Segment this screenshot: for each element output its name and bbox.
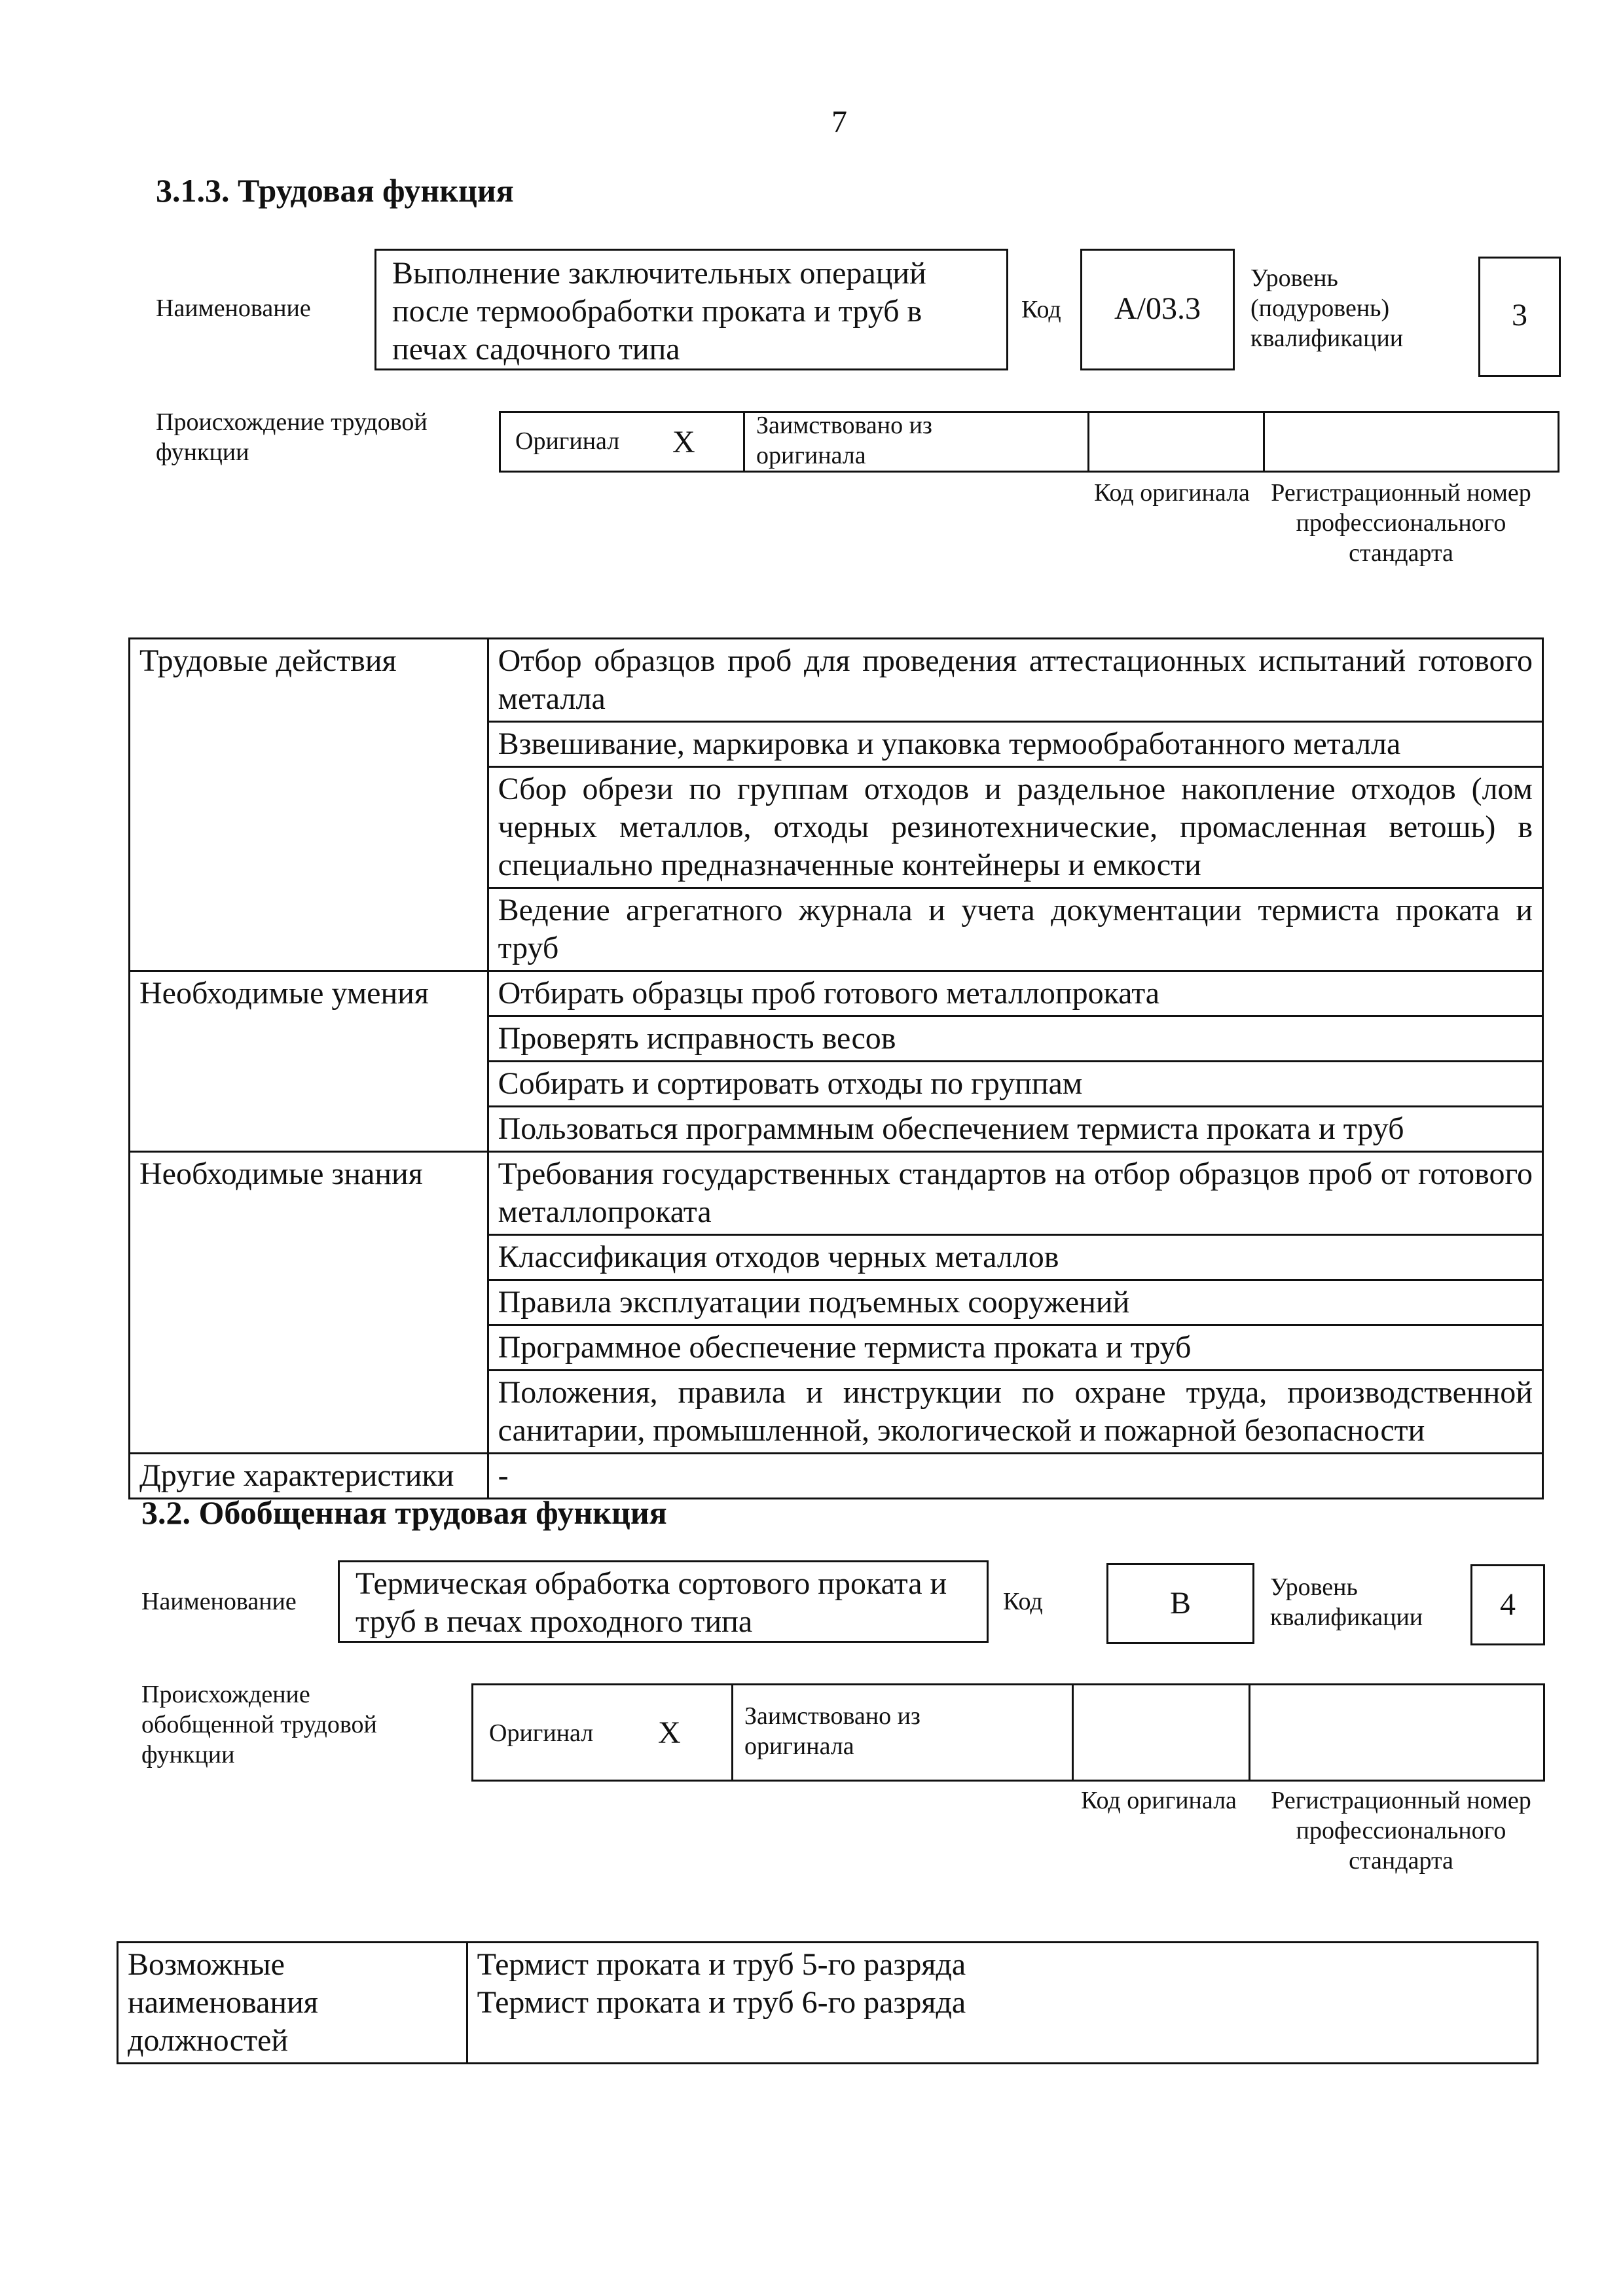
code-box-313 [1080,249,1235,370]
section-heading-313: 3.1.3. Трудовая функция [156,172,514,209]
code-original-caption-32: Код оригинала [1081,1787,1237,1814]
section-label-other: Другие характеристики [130,1454,488,1499]
origin-label-313: Происхождение трудовой функции [156,408,428,466]
name-box-32 [338,1560,989,1643]
origin-divider-1 [743,413,745,471]
page-number: 7 [831,105,847,139]
level-value-32: 4 [1500,1587,1516,1622]
table-cell: Требования государственных стандартов на отбор образцов проб от готового металлопроката [488,1152,1542,1235]
level-value-313: 3 [1512,298,1527,332]
name-label-313: Наименование [156,295,311,322]
section-label-actions: Трудовые действия [130,639,488,971]
origin-divider-2 [1072,1685,1074,1780]
name-value-313: Выполнение заключительных операций после термообработки проката и труб в печах садочного типа [392,256,926,367]
positions-label: Возможные наименования должностей [118,1943,467,2064]
name-label-32: Наименование [141,1588,297,1615]
table-cell: Ведение агрегатного журнала и учета документации термиста проката и труб [488,888,1542,971]
code-original-caption-313: Код оригинала [1094,479,1250,507]
list-item: Термист проката и труб 5-го разряда [477,1947,966,1982]
table-cell: Классификация отходов черных металлов [488,1235,1542,1280]
labor-function-table [128,637,1544,1499]
list-item: Термист проката и труб 6-го разряда [477,1985,966,2020]
positions-table [117,1941,1539,2064]
table-cell: Собирать и сортировать отходы по группам [488,1062,1542,1107]
origin-row-32 [471,1683,1545,1782]
table-cell: - [488,1454,1542,1499]
table-cell: Положения, правила и инструкции по охране труда, производственной санитарии, промышленной, экологической и пожарной безопасности [488,1371,1542,1454]
origin-row-313 [499,411,1559,473]
original-mark-313: X [672,425,695,459]
level-label-313: Уровень (подуровень) квалификации [1250,264,1404,352]
positions-list [467,1943,1537,2064]
table-cell: Отбирать образцы проб готового металлопроката [488,971,1542,1016]
reg-number-caption-32: Регистрационный номер профессионального стандарта [1271,1787,1531,1874]
table-cell: Правила эксплуатации подъемных сооружений [488,1280,1542,1325]
code-label-313: Код [1021,296,1061,323]
origin-label-32: Происхождение обобщенной трудовой функции [141,1681,377,1768]
origin-divider-3 [1249,1685,1250,1780]
table-cell: Отбор образцов проб для проведения аттестационных испытаний готового металла [488,639,1542,722]
code-value-313: A/03.3 [1114,291,1201,326]
level-label-32: Уровень квалификации [1270,1573,1423,1631]
table-cell: Сбор обрези по группам отходов и раздельное накопление отходов (лом черных металлов, отходы резинотехнические, промасленная ветошь) в специально предназначенные контейнеры и емкости [488,767,1542,888]
table-cell: Пользоваться программным обеспечением термиста проката и труб [488,1107,1542,1152]
origin-divider-1 [731,1685,733,1780]
table-cell: Программное обеспечение термиста проката и труб [488,1325,1542,1371]
origin-divider-3 [1263,413,1265,471]
section-label-knowledge: Необходимые знания [130,1152,488,1454]
origin-divider-2 [1087,413,1089,471]
reg-number-caption-313: Регистрационный номер профессионального стандарта [1271,479,1531,567]
borrowed-label-313: Заимствовано из оригинала [756,412,932,469]
section-label-skills: Необходимые умения [130,971,488,1152]
section-heading-32: 3.2. Обобщенная трудовая функция [141,1494,667,1531]
name-value-32: Термическая обработка сортового проката и труб в печах проходного типа [356,1566,947,1639]
code-box-32 [1106,1563,1254,1644]
code-label-32: Код [1003,1588,1043,1615]
level-box-313 [1478,257,1561,377]
level-box-32 [1470,1564,1545,1645]
code-value-32: B [1169,1586,1191,1621]
borrowed-label-32: Заимствовано из оригинала [744,1702,921,1760]
table-cell: Проверять исправность весов [488,1016,1542,1062]
table-cell: Взвешивание, маркировка и упаковка термообработанного металла [488,722,1542,767]
name-box-313 [374,249,1008,370]
original-label-32: Оригинал [489,1719,594,1747]
original-label-313: Оригинал [515,427,620,455]
original-mark-32: X [658,1715,681,1750]
